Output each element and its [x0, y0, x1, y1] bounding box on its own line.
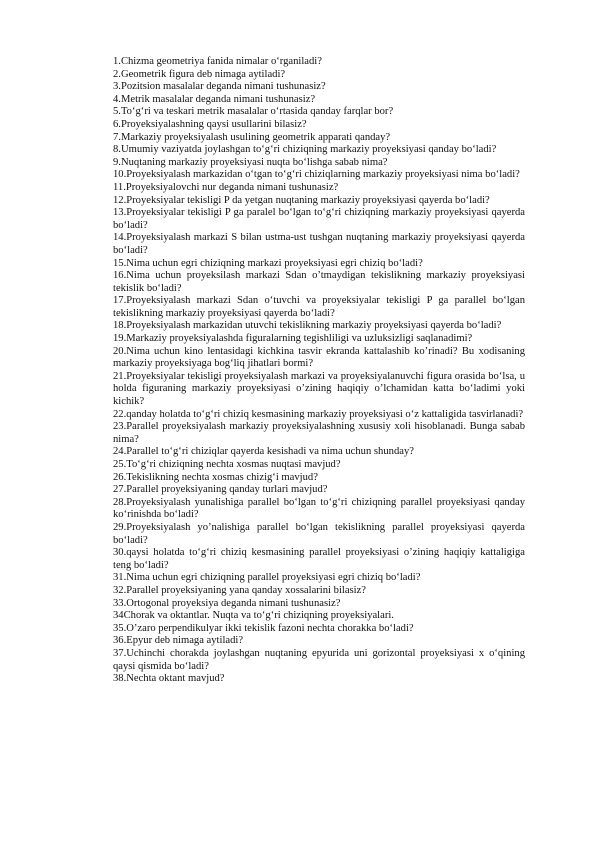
question-item: 12.Proyeksiyalar tekisligi P da yetgan nuqtaning markaziy proyeksiyasi qayerda bo‘ladi?: [113, 194, 490, 206]
question-item: 30.qaysi holatda to‘g‘ri chiziq kesmasining parallel proyeksiyasi o’zining haqiqiy kattaligiga teng bo‘ladi?: [113, 547, 525, 571]
question-item: 17.Proyeksiyalash markazi Sdan o‘tuvchi va proyeksiyalar tekisligi P ga parallel bo‘lgan tekislikning markaziy proyeksiyasi qayerda bo‘ladi?: [113, 295, 525, 319]
question-item: 33.Ortogonal proyeksiya deganda nimani tushunasiz?: [113, 597, 341, 609]
question-item: 4.Metrik masalalar deganda nimani tushunasiz?: [113, 93, 316, 105]
question-item: 36.Epyur deb nimaga aytiladi?: [113, 635, 244, 647]
question-item: 27.Parallel proyeksiyaning qanday turlari mavjud?: [113, 484, 328, 496]
question-item: 21.Proyeksiyalar tekisligi proyeksiyalash markazi va proyeksiyalanuvchi figura orasida bo‘lsa, u holda figuraning markaziy proyeksiyasi o’zining haqiqiy o’lchamidan katta bo‘ladimi yoki kichik?: [113, 370, 525, 408]
question-item: 11.Proyeksiyalovchi nur deganda nimani tushunasiz?: [113, 181, 339, 193]
question-item: 35.O’zaro perpendikulyar ikki tekislik fazoni nechta chorakka bo‘ladi?: [113, 622, 414, 634]
question-item: 37.Uchinchi chorakda joylashgan nuqtaning epyurida uni gorizontal proyeksiyasi x o‘qining qaysi qismida bo‘ladi?: [113, 647, 525, 672]
question-item: 23.Parallel proyeksiyalash markaziy proyeksiyalashning xususiy xoli hisoblanadi. Bunga sabab nima?: [113, 421, 525, 445]
question-item: 3.Pozitsion masalalar deganda nimani tushunasiz?: [113, 81, 326, 93]
question-item: 28.Proyeksiyalash yunalishiga parallel bo‘lgan to‘g‘ri chiziqning parallel proyeksiyasi qanday ko‘rinishda bo‘ladi?: [113, 496, 525, 521]
question-item: 22.qanday holatda to‘g‘ri chiziq kesmasining markaziy proyeksiyasi o‘z kattaligida tasvirlanadi?: [113, 408, 524, 420]
question-item: 24.Parallel to‘g‘ri chiziqlar qayerda kesishadi va nima uchun shunday?: [113, 446, 414, 458]
question-item: 10.Proyeksiyalash markazidan o‘tgan to‘g‘ri chiziqlarning markaziy proyeksiyasi nima bo‘ladi?: [113, 169, 520, 181]
question-item: 26.Tekislikning nechta xosmas chizig‘i mavjud?: [113, 471, 318, 483]
question-item: 29.Proyeksiyalash yo’nalishiga parallel bo‘lgan tekislikning parallel proyeksiyasi qayerda bo‘ladi?: [113, 521, 525, 546]
question-item: 6.Proyeksiyalashning qaysi usullarini bilasiz?: [113, 118, 307, 130]
question-item: 8.Umumiy vaziyatda joylashgan to‘g‘ri chiziqning markaziy proyeksiyasi qanday bo‘ladi?: [113, 144, 497, 156]
question-item: 25.To‘g‘ri chiziqning nechta xosmas nuqtasi mavjud?: [113, 459, 341, 470]
question-item: 38.Nechta oktant mavjud?: [113, 673, 225, 685]
question-item: 16.Nima uchun proyeksilash markazi Sdan o’tmaydigan tekislikning markaziy proyeksiyasi tekislik bo‘ladi?: [113, 270, 525, 294]
question-item: 2.Geometrik figura deb nimaga aytiladi?: [113, 68, 286, 80]
question-item: 1.Chizma geometriya fanida nimalar o‘rganiladi?: [113, 56, 322, 67]
question-item: 5.To‘g‘ri va teskari metrik masalalar o‘rtasida qanday farqlar bor?: [113, 106, 394, 118]
question-item: 9.Nuqtaning markaziy proyeksiyasi nuqta bo‘lishga sabab nima?: [113, 156, 388, 168]
question-item: 15.Nima uchun egri chiziqning markazi proyeksiyasi egri chiziq bo‘ladi?: [113, 257, 423, 269]
question-list: [113, 56, 525, 686]
question-item: 13.Proyeksiyalar tekisligi P ga paralel bo‘lgan to‘g‘ri chiziqning markaziy proyeksiyasi qayerda bo‘ladi?: [113, 207, 525, 231]
question-item: 32.Parallel proyeksiyaning yana qanday xossalarini bilasiz?: [113, 584, 366, 596]
question-item: 34Chorak va oktantlar. Nuqta va to‘g‘ri chiziqning proyeksiyalari.: [113, 610, 394, 622]
question-item: 14.Proyeksiyalash markazi S bilan ustma-ust tushgan nuqtaning markaziy proyeksiyasi qayerda bo‘ladi?: [113, 232, 525, 256]
question-item: 19.Markaziy proyeksiyalashda figuralarning tegishliligi va uzluksizligi saqlanadimi?: [113, 333, 473, 345]
question-item: 18.Proyeksiyalash markazidan utuvchi tekislikning markaziy proyeksiyasi qayerda bo‘ladi?: [113, 320, 502, 332]
question-item: 31.Nima uchun egri chiziqning parallel proyeksiyasi egri chiziq bo‘ladi?: [113, 572, 421, 584]
question-item: 20.Nima uchun kino lentasidagi kichkina tasvir ekranda kattalashib ko’rinadi? Bu xodisaning markaziy proyeksiyaga bog‘liq jihatlari bormi?: [113, 345, 525, 370]
question-item: 7.Markaziy proyeksiyalash usulining geometrik apparati qanday?: [113, 131, 391, 143]
